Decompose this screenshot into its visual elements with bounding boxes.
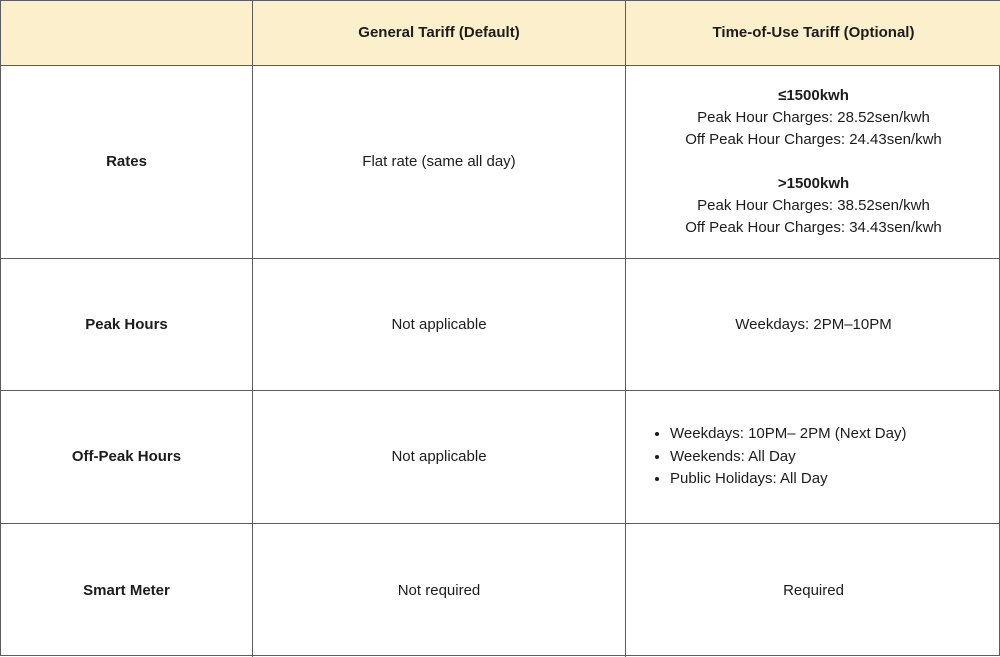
peak-hours-tou-value: Weekdays: 2PM–10PM [626,259,1000,391]
smart-meter-tou-value: Required [783,581,844,599]
off-peak-hours-bullet-list [636,423,991,491]
rates-tou-tier2-heading: >1500kwh [777,175,850,192]
row-label-smart-meter: Smart Meter [1,524,253,657]
rates-tou-value [626,66,1000,259]
off-peak-hours-general-value: Not applicable [253,391,626,524]
smart-meter-general-value: Not required [253,524,626,657]
header-cell-general-tariff: General Tariff (Default) [253,1,626,66]
row-label-off-peak-hours: Off-Peak Hours [1,391,253,524]
header-cell-time-of-use-tariff: Time-of-Use Tariff (Optional) [626,1,1000,66]
off-peak-bullet-weekdays: • Weekdays: 10PM– 2PM (Next Day) [670,423,991,446]
off-peak-bullet-weekends: • Weekends: All Day [670,446,991,469]
off-peak-hours-tou-value [626,391,1000,524]
rates-tou-tier2-offpeak: Off Peak Hour Charges: 34.43sen/kwh [685,219,942,236]
rates-tou-tier1-offpeak: Off Peak Hour Charges: 24.43sen/kwh [685,131,942,148]
off-peak-bullet-public-holidays: • Public Holidays: All Day [670,468,991,491]
row-label-rates: Rates [1,66,253,259]
rates-tou-tier2-peak: Peak Hour Charges: 38.52sen/kwh [697,197,930,214]
rates-tou-tier1-heading: ≤1500kwh [778,87,849,104]
rates-general-value: Flat rate (same all day) [253,66,626,259]
rates-tou-tier1-peak: Peak Hour Charges: 28.52sen/kwh [697,109,930,126]
row-label-peak-hours: Peak Hours [1,259,253,391]
header-cell-row-labels [1,1,253,66]
peak-hours-general-value: Not applicable [253,259,626,391]
